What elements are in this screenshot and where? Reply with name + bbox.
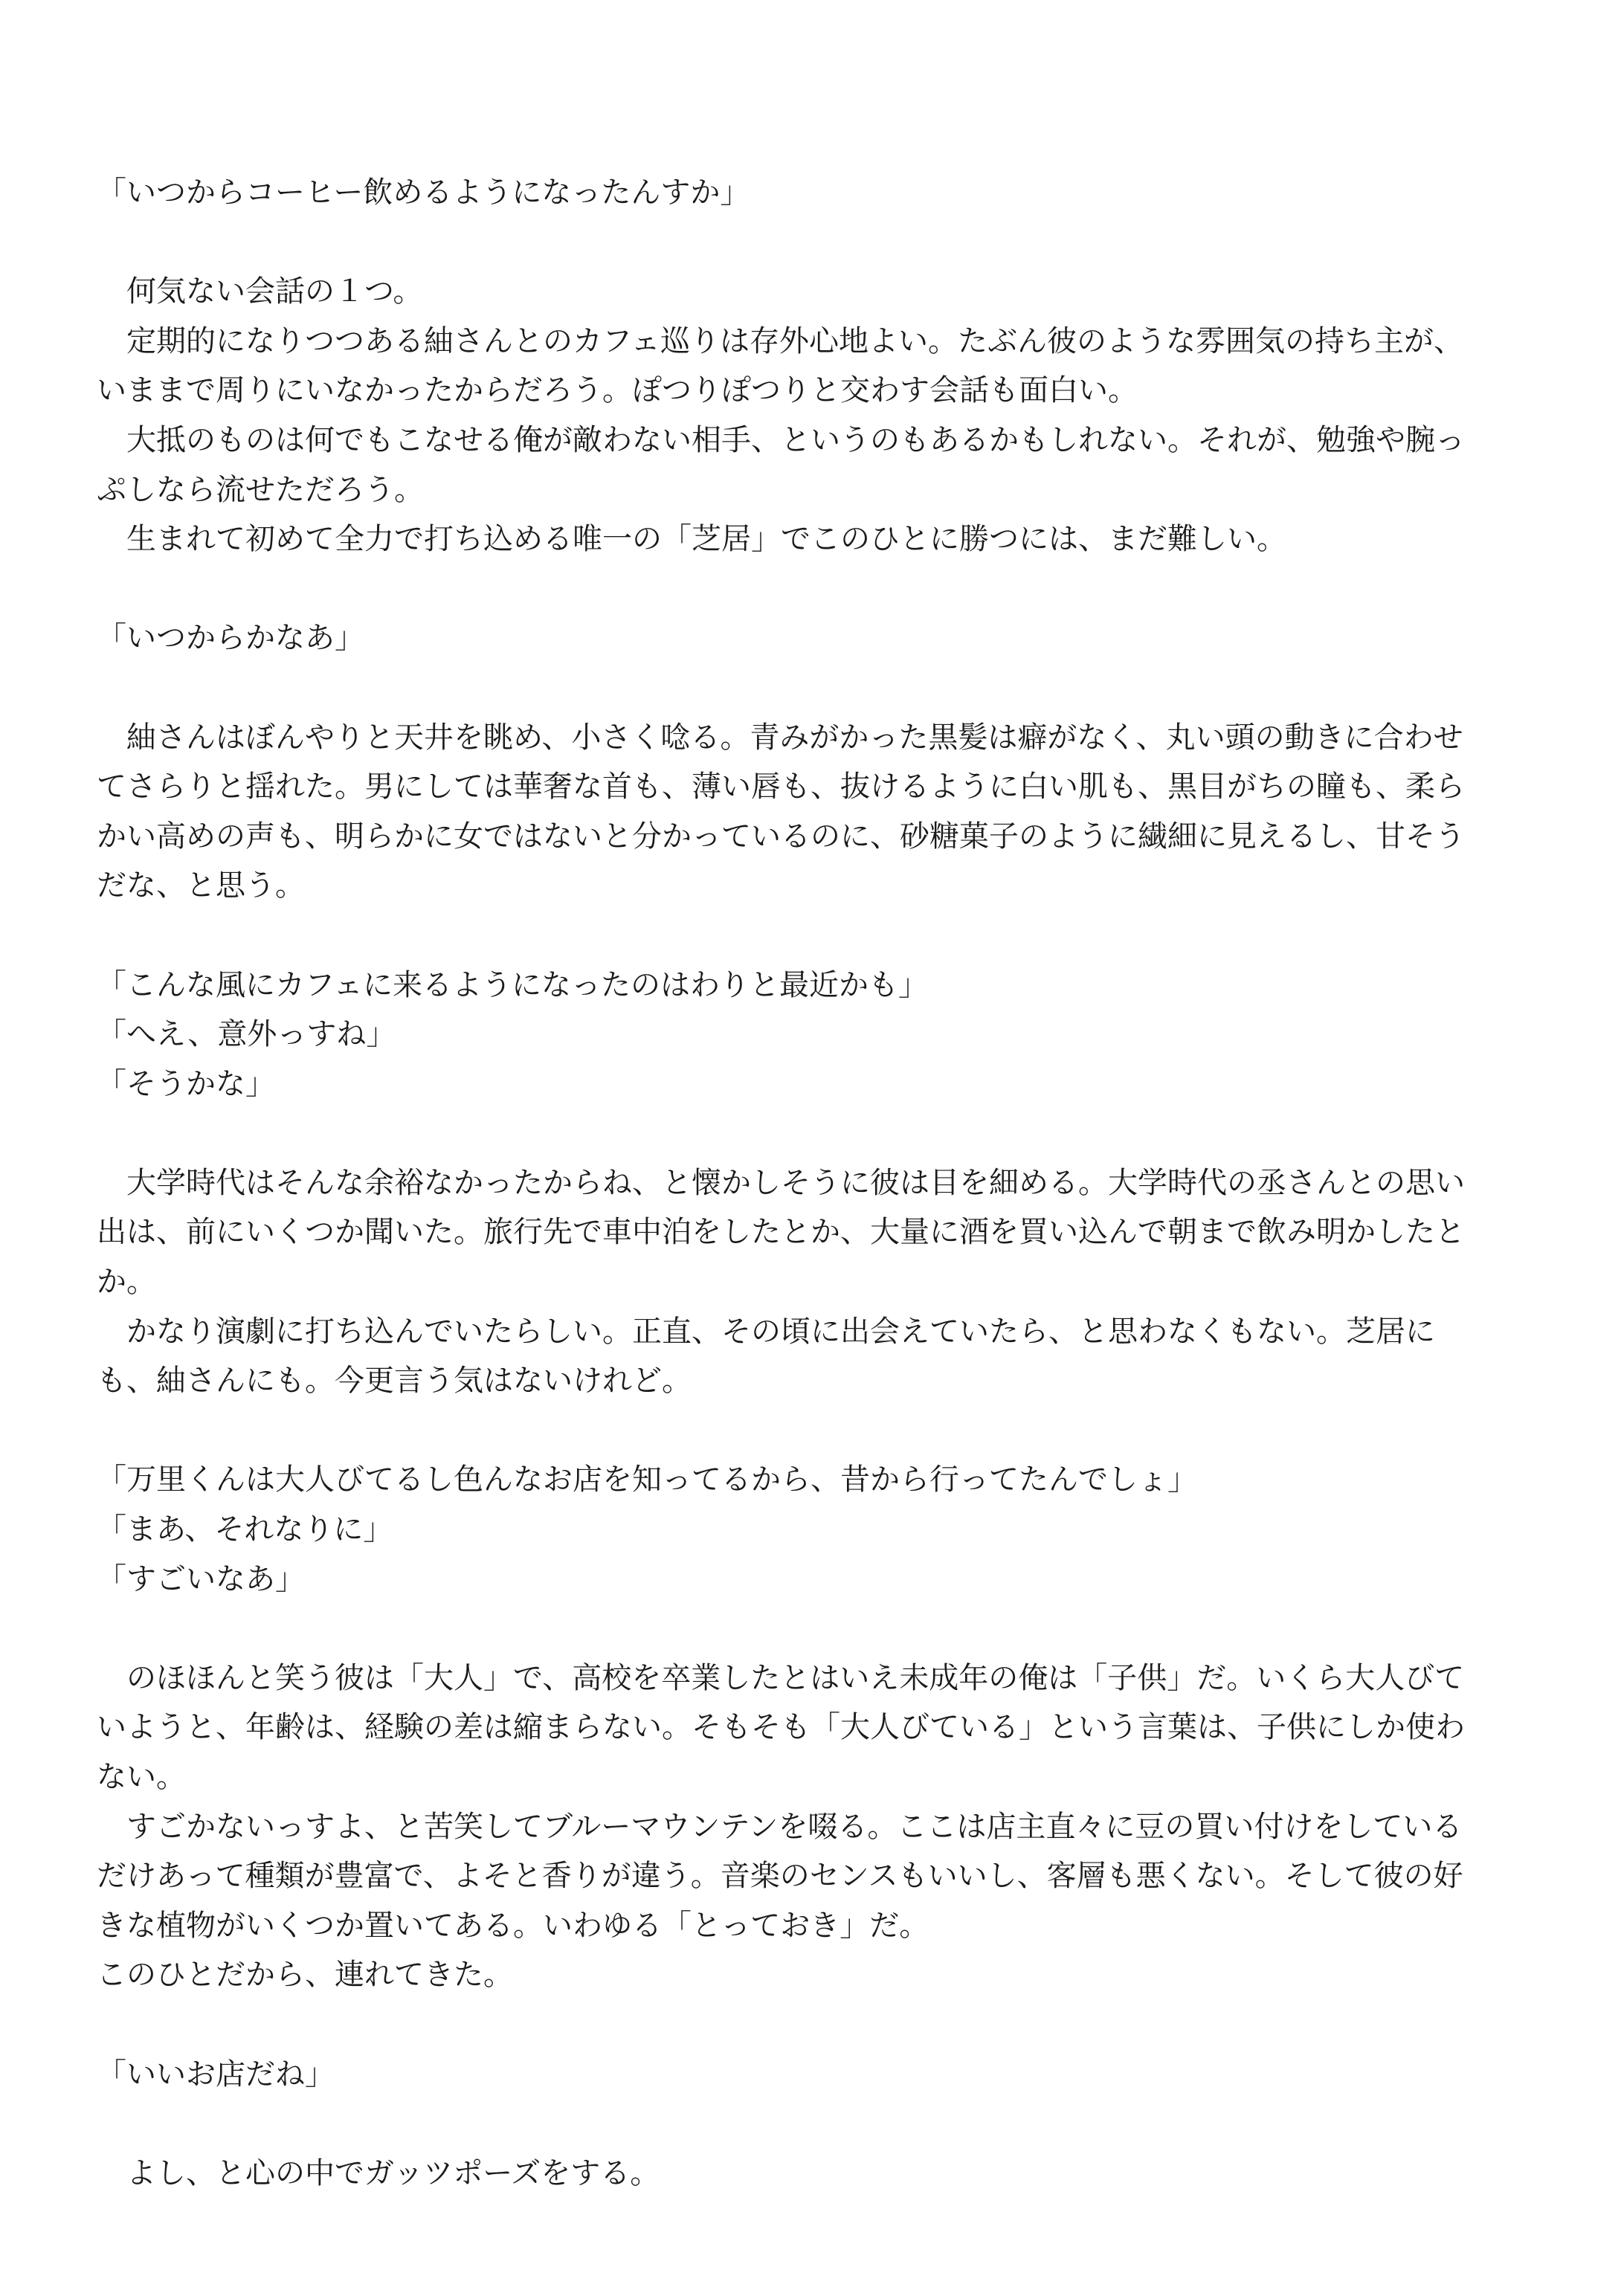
text-line: 生まれて初めて全力で打ち込める唯一の「芝居」でこのひとに勝つには、まだ難しい。: [97, 522, 1286, 557]
text-line: 「こんな風にカフェに来るようになったのはわりと最近かも」: [97, 967, 928, 1002]
text-line: このひとだから、連れてきた。: [97, 1958, 513, 1993]
text-line: 「すごいなあ」: [97, 1561, 305, 1596]
text-line: いままで周りにいなかったからだろう。ぽつりぽつりと交わす会話も面白い。: [97, 373, 1138, 408]
text-line: てさらりと揺れた。男にしては華奢な首も、薄い唇も、抜けるように白い肌も、黒目がちの瞳も、柔ら: [97, 770, 1465, 804]
text-body: [97, 168, 1554, 2198]
text-line: 定期的になりつつある紬さんとのカフェ巡りは存外心地よい。たぶん彼のような雰囲気の持ち主が、: [97, 323, 1463, 358]
text-line: すごかないっすよ、と苦笑してブルーマウンテンを啜る。ここは店主直々に豆の買い付けをしている: [97, 1809, 1463, 1844]
text-line: かい高めの声も、明らかに女ではないと分かっているのに、砂糖菓子のように繊細に見えるし、甘そう: [97, 819, 1465, 854]
text-line: 出は、前にいくつか聞いた。旅行先で車中泊をしたとか、大量に酒を買い込んで朝まで飲み明かしたと: [97, 1215, 1465, 1250]
text-line: のほほんと笑う彼は「大人」で、高校を卒業したとはいえ未成年の俺は「子供」だ。いくら大人びて: [97, 1660, 1465, 1695]
text-line: 「へえ、意外っすね」: [97, 1017, 396, 1052]
text-line: きな植物がいくつか置いてある。いわゆる「とっておき」だ。: [97, 1908, 929, 1943]
blank-line: [97, 1109, 1554, 1158]
blank-line: [97, 2000, 1554, 2050]
text-line: だけあって種類が豊富で、よそと香りが違う。音楽のセンスもいいし、客層も悪くない。そして彼の好: [97, 1859, 1463, 1894]
text-line: 「そうかな」: [97, 1066, 275, 1101]
text-line: 大学時代はそんな余裕なかったからね、と懐かしそうに彼は目を細める。大学時代の丞さんとの思い: [97, 1165, 1465, 1200]
blank-line: [97, 2099, 1554, 2149]
blank-line: [97, 564, 1554, 614]
text-line: 大抵のものは何でもこなせる俺が敵わない相手、というのもあるかもしれない。それが、勉強や腕っ: [97, 422, 1465, 457]
text-line: ぷしなら流せただろう。: [97, 472, 424, 507]
blank-line: [97, 1406, 1554, 1456]
blank-line: [97, 911, 1554, 961]
text-line: かなり演劇に打ち込んでいたらしい。正直、その頃に出会えていたら、と思わなくもない。芝居に: [97, 1314, 1435, 1349]
blank-line: [97, 663, 1554, 713]
text-line: 「いつからかなあ」: [97, 621, 364, 656]
text-line: 「まあ、それなりに」: [97, 1512, 393, 1547]
text-line: いようと、年齢は、経験の差は縮まらない。そもそも「大人びている」という言葉は、子供にしか使わ: [97, 1710, 1465, 1745]
text-line: 「いいお店だね」: [97, 2057, 335, 2092]
text-line: 紬さんはぼんやりと天井を眺め、小さく唸る。青みがかった黒髪は癖がなく、丸い頭の動きに合わせ: [97, 720, 1463, 755]
text-line: 何気ない会話の１つ。: [97, 274, 423, 309]
text-line: だな、と思う。: [97, 868, 305, 903]
text-line: ない。: [97, 1760, 186, 1794]
text-line: 「いつからコーヒー飲めるようになったんすか」: [97, 175, 750, 210]
text-line: も、紬さんにも。今更言う気はないけれど。: [97, 1364, 692, 1399]
blank-line: [97, 1604, 1554, 1654]
blank-line: [97, 218, 1554, 268]
text-line: か。: [97, 1265, 156, 1300]
text-line: 「万里くんは大人びてるし色んなお店を知ってるから、昔から行ってたんでしょ」: [97, 1463, 1197, 1497]
text-line: よし、と心の中でガッツポーズをする。: [97, 2155, 660, 2190]
